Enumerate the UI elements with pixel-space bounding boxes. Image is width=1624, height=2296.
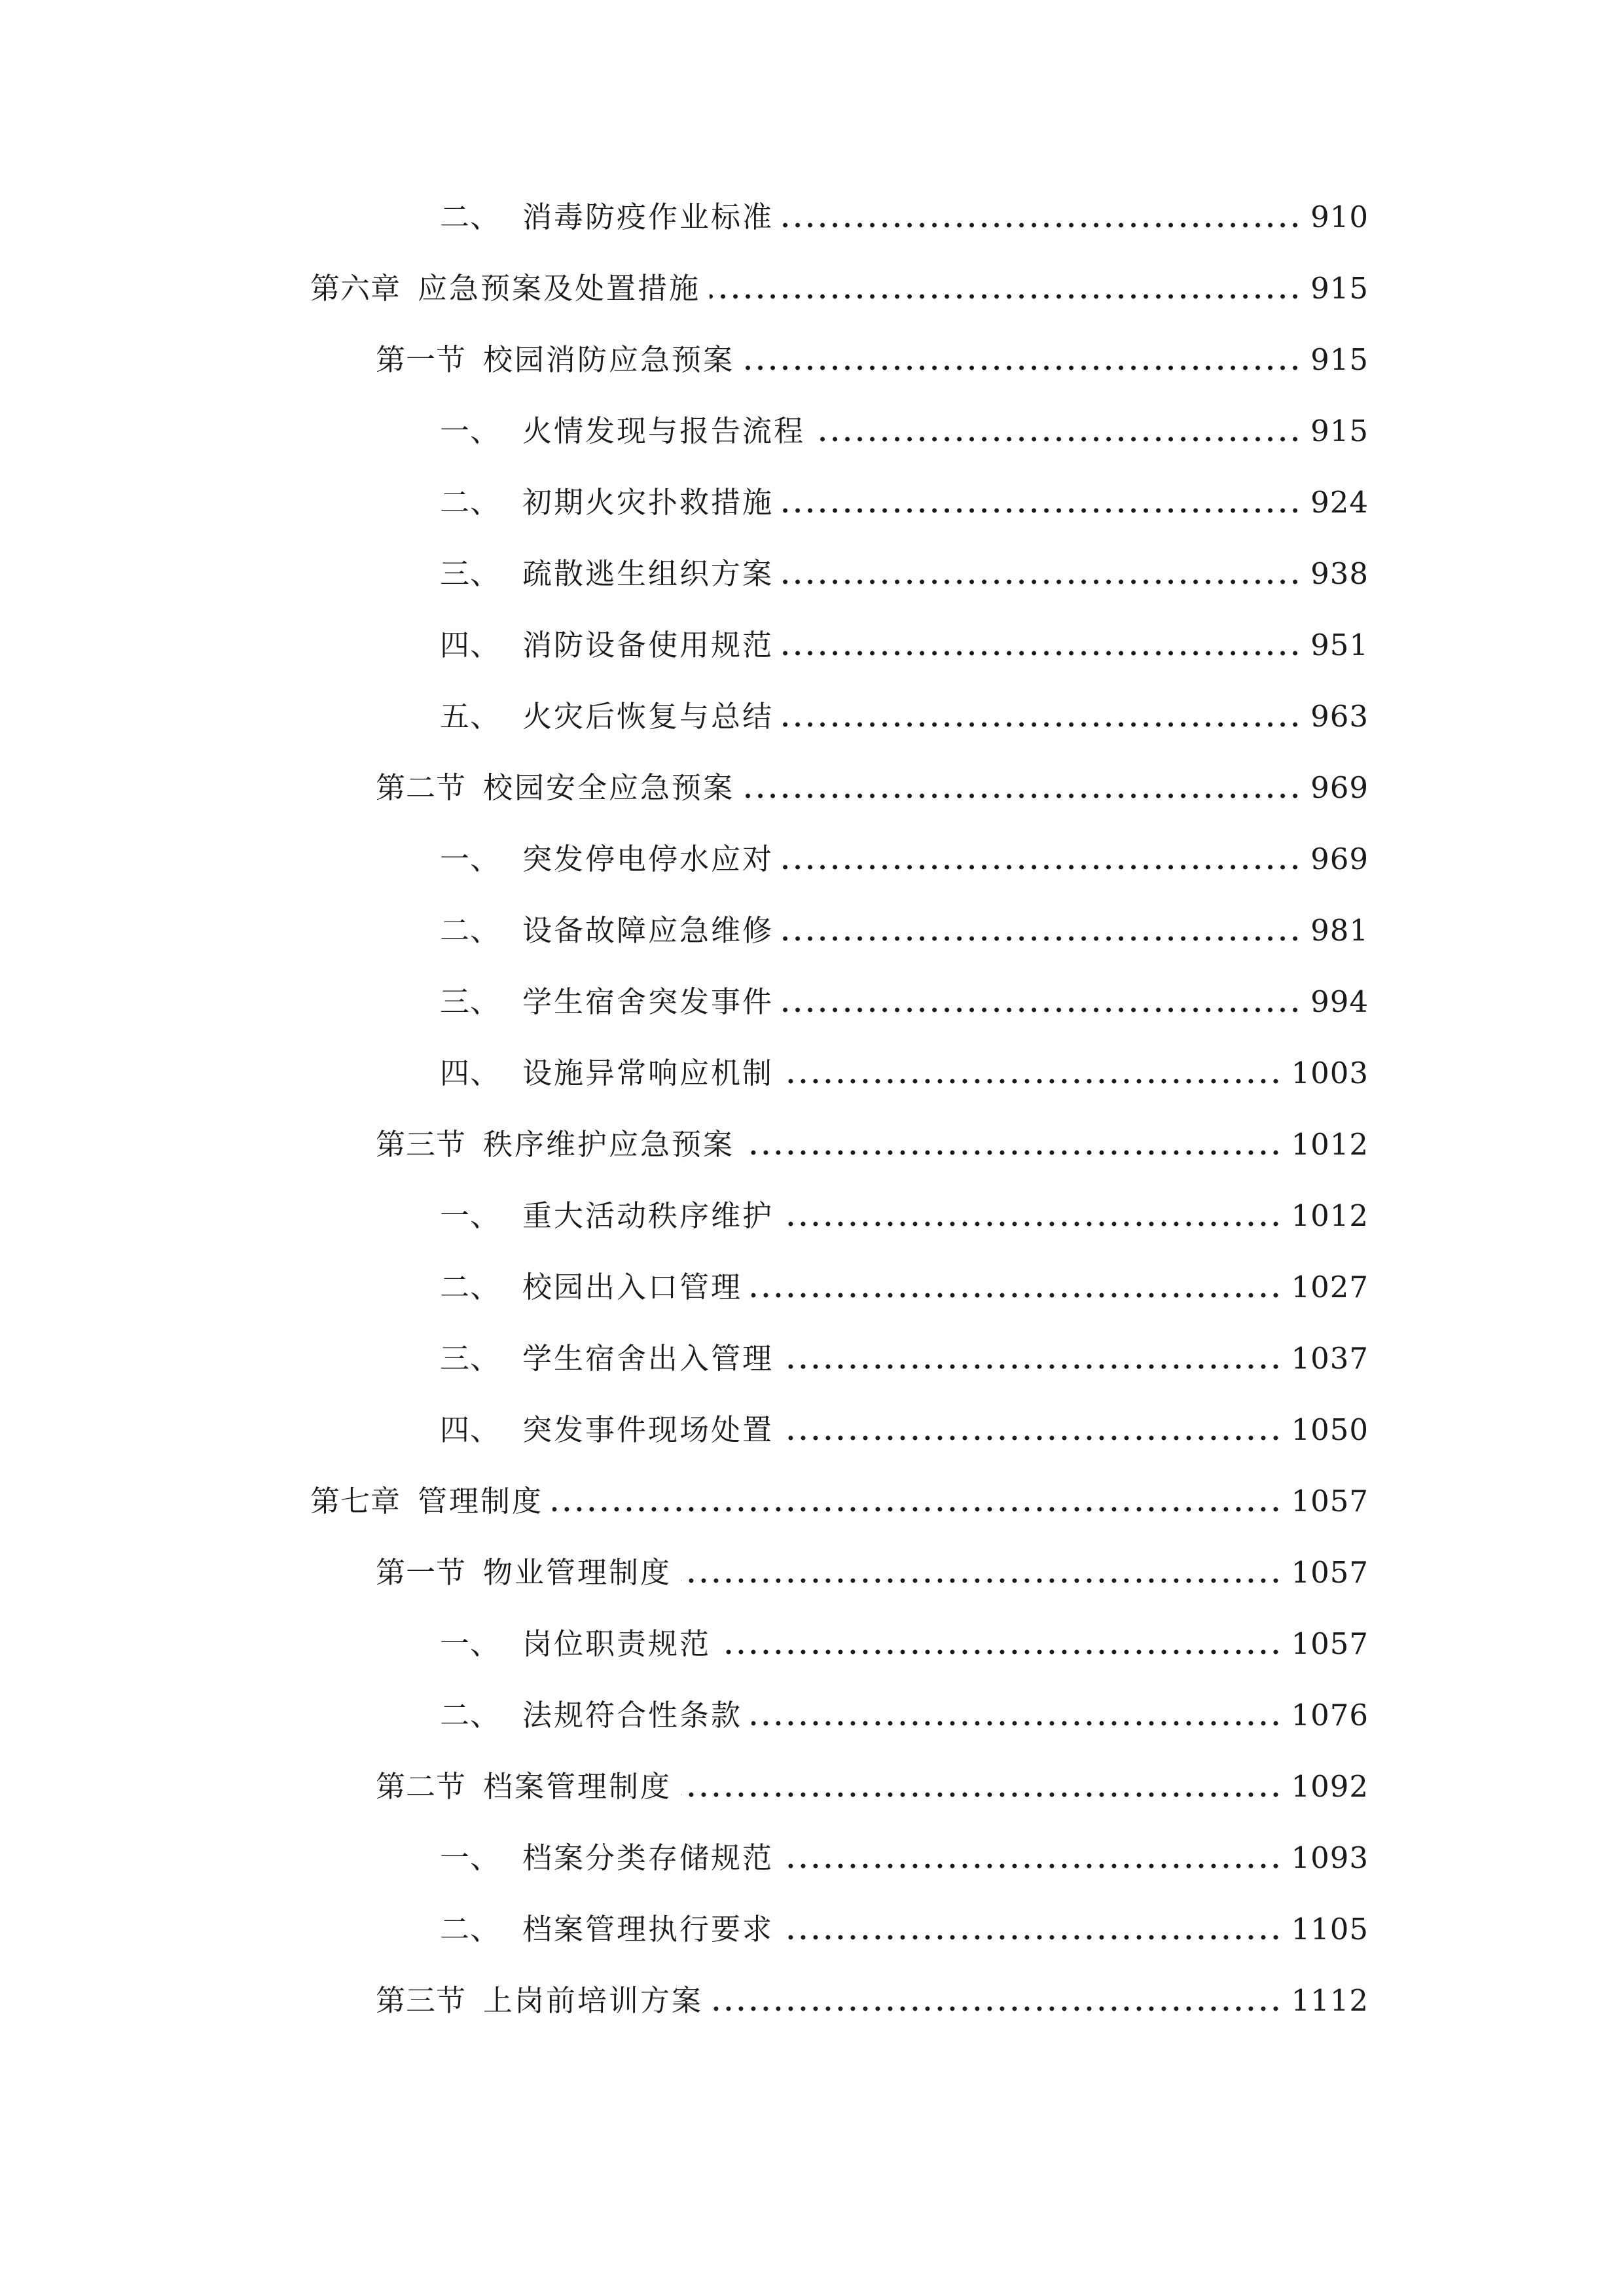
toc-entry-number: 二、 bbox=[440, 200, 501, 234]
toc-entry-title: 学生宿舍出入管理 bbox=[522, 1341, 774, 1376]
toc-entry-number: 二、 bbox=[440, 913, 501, 948]
toc-entry-page: 938 bbox=[1310, 556, 1369, 591]
toc-entry-page: 1027 bbox=[1291, 1270, 1369, 1304]
dot-leader bbox=[783, 1007, 1301, 1013]
dot-leader bbox=[681, 1791, 1282, 1798]
toc-entry-title: 突发停电停水应对 bbox=[522, 842, 774, 876]
toc-entry-title: 初期火灾扑救措施 bbox=[522, 485, 774, 520]
dot-leader bbox=[783, 1934, 1282, 1941]
toc-entry[interactable] bbox=[440, 551, 1369, 597]
toc-entry-page: 1093 bbox=[1291, 1840, 1369, 1875]
toc-entry-title: 应急预案及处置措施 bbox=[418, 271, 701, 306]
toc-entry-page: 951 bbox=[1310, 628, 1369, 662]
toc-entry-page: 1012 bbox=[1291, 1127, 1369, 1162]
toc-entry[interactable] bbox=[440, 1907, 1369, 1952]
toc-entry-title: 档案管理执行要求 bbox=[522, 1912, 774, 1946]
toc-entry-page: 1037 bbox=[1291, 1341, 1369, 1376]
toc-entry-number: 第三节 bbox=[376, 1983, 467, 2018]
toc-entry-page: 1092 bbox=[1291, 1769, 1369, 1804]
toc-entry-number: 第二节 bbox=[376, 770, 467, 805]
dot-leader bbox=[783, 1363, 1282, 1370]
toc-entry[interactable] bbox=[440, 908, 1369, 954]
toc-entry-title: 消防设备使用规范 bbox=[522, 628, 774, 662]
dot-leader bbox=[783, 1435, 1282, 1441]
toc-entry-title: 档案管理制度 bbox=[483, 1769, 672, 1804]
dot-leader bbox=[720, 1649, 1282, 1655]
toc-entry-number: 三、 bbox=[440, 556, 501, 591]
toc-entry-title: 火情发现与报告流程 bbox=[522, 414, 806, 448]
toc-entry-number: 第三节 bbox=[376, 1127, 467, 1162]
toc-entry-page: 969 bbox=[1310, 842, 1369, 876]
dot-leader bbox=[751, 1720, 1282, 1727]
dot-leader bbox=[783, 935, 1301, 942]
toc-entry-number: 一、 bbox=[440, 1840, 501, 1875]
toc-entry[interactable] bbox=[440, 1265, 1369, 1310]
toc-entry-title: 秩序维护应急预案 bbox=[483, 1127, 735, 1162]
toc-entry-page: 910 bbox=[1310, 200, 1369, 234]
toc-entry[interactable] bbox=[440, 1193, 1369, 1239]
toc-entry[interactable] bbox=[440, 694, 1369, 740]
toc-entry-title: 上岗前培训方案 bbox=[483, 1983, 704, 2018]
dot-leader bbox=[744, 365, 1301, 371]
toc-entry-title: 消毒防疫作业标准 bbox=[522, 200, 774, 234]
dot-leader bbox=[751, 1292, 1282, 1299]
toc-entry-chapter[interactable] bbox=[310, 1479, 1369, 1524]
toc-entry-page: 994 bbox=[1310, 984, 1369, 1019]
toc-entry[interactable] bbox=[440, 622, 1369, 668]
toc-entry-section[interactable] bbox=[376, 1122, 1369, 1168]
dot-leader bbox=[552, 1506, 1282, 1513]
toc-entry-page: 1057 bbox=[1291, 1626, 1369, 1661]
toc-entry-title: 重大活动秩序维护 bbox=[522, 1198, 774, 1233]
toc-entry-number: 四、 bbox=[440, 1056, 501, 1090]
dot-leader bbox=[744, 793, 1301, 799]
dot-leader bbox=[681, 1577, 1282, 1584]
dot-leader bbox=[783, 507, 1301, 514]
toc-entry-page: 1057 bbox=[1291, 1484, 1369, 1518]
toc-entry[interactable] bbox=[440, 1835, 1369, 1881]
toc-entry-number: 一、 bbox=[440, 1626, 501, 1661]
toc-entry-section[interactable] bbox=[376, 1978, 1369, 2024]
dot-leader bbox=[783, 579, 1301, 585]
toc-entry-page: 1105 bbox=[1291, 1912, 1369, 1946]
toc-entry-number: 第六章 bbox=[310, 271, 401, 306]
toc-entry-title: 物业管理制度 bbox=[483, 1555, 672, 1590]
toc-entry-title: 法规符合性条款 bbox=[522, 1698, 743, 1732]
toc-entry-section[interactable] bbox=[376, 1764, 1369, 1810]
toc-entry-section[interactable] bbox=[376, 337, 1369, 383]
toc-entry-title: 管理制度 bbox=[418, 1484, 544, 1518]
toc-entry-title: 校园消防应急预案 bbox=[483, 342, 735, 377]
dot-leader bbox=[783, 650, 1301, 656]
toc-entry-page: 915 bbox=[1310, 342, 1369, 377]
toc-entry-number: 三、 bbox=[440, 984, 501, 1019]
toc-entry-title: 疏散逃生组织方案 bbox=[522, 556, 774, 591]
toc-entry-page: 1050 bbox=[1291, 1412, 1369, 1447]
toc-entry-title: 设施异常响应机制 bbox=[522, 1056, 774, 1090]
toc-entry[interactable] bbox=[440, 480, 1369, 526]
toc-entry-section[interactable] bbox=[376, 765, 1369, 811]
toc-entry-page: 915 bbox=[1310, 414, 1369, 448]
toc-entry-number: 第一节 bbox=[376, 1555, 467, 1590]
toc-entry-chapter[interactable] bbox=[310, 266, 1369, 312]
toc-entry-page: 915 bbox=[1310, 271, 1369, 306]
dot-leader bbox=[783, 721, 1301, 728]
toc-entry-title: 火灾后恢复与总结 bbox=[522, 699, 774, 734]
toc-entry-number: 第七章 bbox=[310, 1484, 401, 1518]
toc-entry-number: 二、 bbox=[440, 485, 501, 520]
toc-entry-number: 一、 bbox=[440, 414, 501, 448]
toc-entry[interactable] bbox=[440, 1336, 1369, 1382]
dot-leader bbox=[710, 293, 1301, 300]
toc-entry-number: 二、 bbox=[440, 1912, 501, 1946]
toc-entry-page: 981 bbox=[1310, 913, 1369, 948]
toc-entry-number: 四、 bbox=[440, 628, 501, 662]
toc-entry-page: 1112 bbox=[1291, 1983, 1369, 2018]
toc-entry[interactable] bbox=[440, 1407, 1369, 1453]
toc-entry-number: 一、 bbox=[440, 1198, 501, 1233]
toc-entry-page: 924 bbox=[1310, 485, 1369, 520]
toc-entry-page: 1057 bbox=[1291, 1555, 1369, 1590]
toc-entry-title: 档案分类存储规范 bbox=[522, 1840, 774, 1875]
toc-entry[interactable] bbox=[440, 1621, 1369, 1667]
toc-entry-number: 三、 bbox=[440, 1341, 501, 1376]
toc-entry-title: 设备故障应急维修 bbox=[522, 913, 774, 948]
toc-entry-number: 一、 bbox=[440, 842, 501, 876]
toc-entry-page: 963 bbox=[1310, 699, 1369, 734]
toc-entry[interactable] bbox=[440, 1693, 1369, 1738]
toc-entry-page: 1076 bbox=[1291, 1698, 1369, 1732]
toc-entry-title: 校园出入口管理 bbox=[522, 1270, 743, 1304]
toc-entry-number: 第一节 bbox=[376, 342, 467, 377]
toc-entry-section[interactable] bbox=[376, 1550, 1369, 1596]
toc-entry-number: 二、 bbox=[440, 1270, 501, 1304]
dot-leader bbox=[814, 436, 1301, 442]
dot-leader bbox=[783, 222, 1301, 228]
toc-entry-page: 1003 bbox=[1291, 1056, 1369, 1090]
toc-entry[interactable] bbox=[440, 194, 1369, 240]
toc-entry-title: 学生宿舍突发事件 bbox=[522, 984, 774, 1019]
toc-entry-page: 969 bbox=[1310, 770, 1369, 805]
dot-leader bbox=[712, 2005, 1282, 2012]
dot-leader bbox=[783, 864, 1301, 870]
toc-entry-number: 二、 bbox=[440, 1698, 501, 1732]
toc-entry-number: 四、 bbox=[440, 1412, 501, 1447]
dot-leader bbox=[783, 1221, 1282, 1227]
toc-entry-number: 第二节 bbox=[376, 1769, 467, 1804]
toc-entry-number: 五、 bbox=[440, 699, 501, 734]
toc-entry-page: 1012 bbox=[1291, 1198, 1369, 1233]
dot-leader bbox=[744, 1149, 1282, 1156]
dot-leader bbox=[783, 1863, 1282, 1869]
dot-leader bbox=[783, 1078, 1282, 1085]
toc-entry[interactable] bbox=[440, 408, 1369, 454]
toc-entry-title: 突发事件现场处置 bbox=[522, 1412, 774, 1447]
toc-entry[interactable] bbox=[440, 1050, 1369, 1096]
toc-entry-title: 岗位职责规范 bbox=[522, 1626, 712, 1661]
toc-entry[interactable] bbox=[440, 836, 1369, 882]
toc-entry-title: 校园安全应急预案 bbox=[483, 770, 735, 805]
toc-entry[interactable] bbox=[440, 979, 1369, 1025]
